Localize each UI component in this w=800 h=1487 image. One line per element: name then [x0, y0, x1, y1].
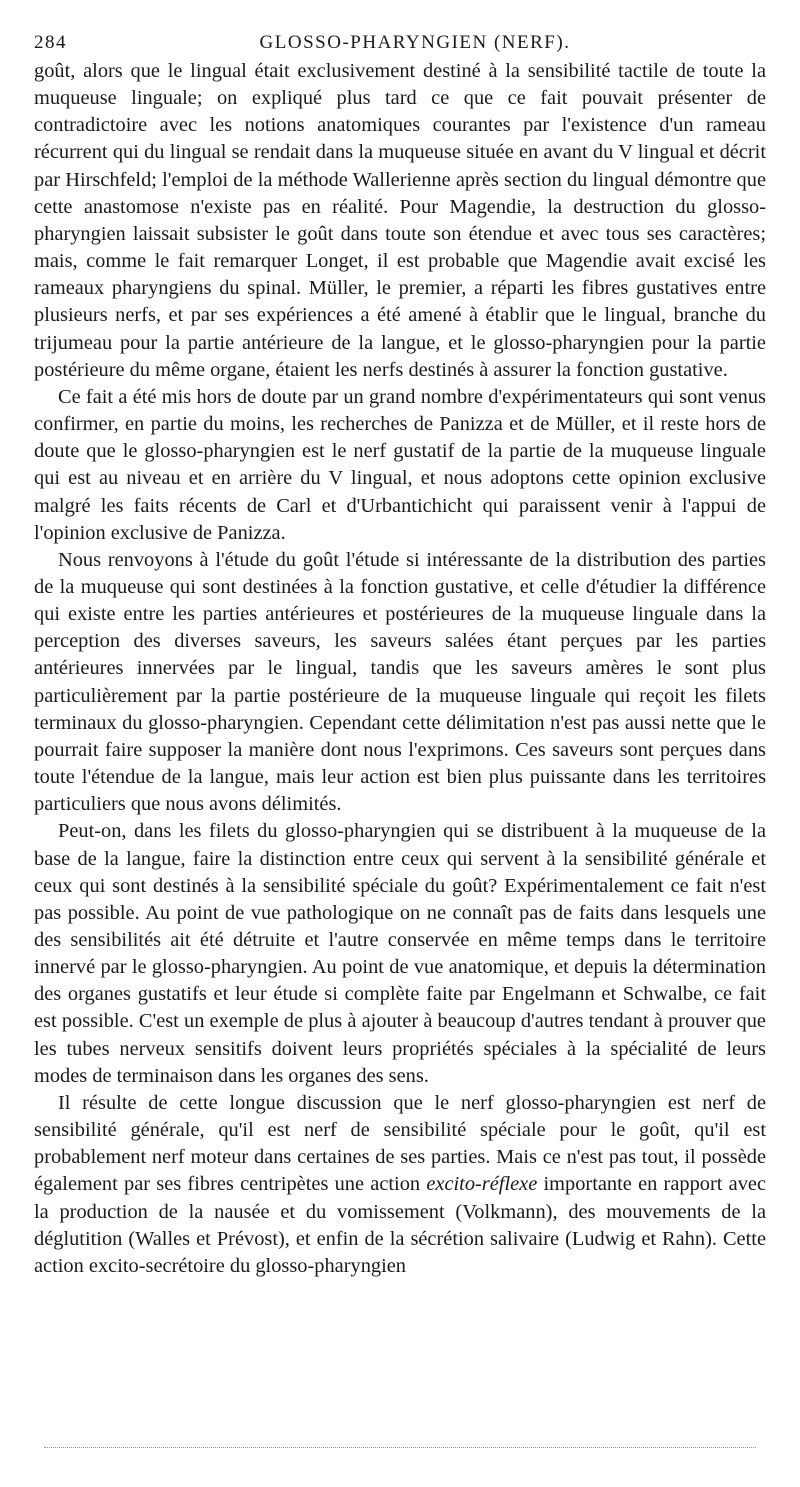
- footer-rule: [44, 1447, 756, 1448]
- paragraph-5-start: Il résulte de cette longue discussion que le nerf glosso-pharyngien est nerf de sensibilité générale, qu'il est nerf de sensibilité spéciale pour le goût, qu'il est probablement nerf moteur dans certaines de ses parties. Mais ce n'est pas tout, il possède également par ses fibres centripètes une action: [34, 1091, 766, 1196]
- book-page: [34, 24, 766, 1280]
- paragraph-5: [34, 1090, 766, 1280]
- italic-term: excito-réflexe: [426, 1173, 538, 1196]
- page-header: [34, 24, 766, 58]
- paragraph-5-end: importante en rapport avec la production de la nausée et du vomissement (Volkmann), des mouvements de la déglutition (Walles et Prévost), et enfin de la sécrétion salivaire (Ludwig et Rahn). Cette action excito-secrétoire du glosso-pharyngien: [34, 1173, 766, 1277]
- running-title: GLOSSO-PHARYNGIEN (NERF).: [259, 32, 571, 53]
- paragraph-3: Nous renvoyons à l'étude du goût l'étude si intéressante de la distribution des parties de la muqueuse qui sont destinées à la fonction gustative, et celle d'étudier la différence qui existe entre les parties antérieures et postérieures de la muqueuse linguale dans la perception des diverses saveurs, les saveurs salées étant perçues par les parties antérieures innervées par le lingual, tandis que les saveurs amères le sont plus particulièrement par la partie postérieure de la muqueuse linguale qui reçoit les filets terminaux du glosso-pharyngien. Cependant cette délimitation n'est pas aussi nette que le pourrait faire supposer la manière dont nous l'exprimons. Ces saveurs sont perçues dans toute l'étendue de la langue, mais leur action est bien plus puissante dans les territoires particuliers que nous avons délimités.: [34, 548, 766, 816]
- paragraph-4: Peut-on, dans les filets du glosso-pharyngien qui se distribuent à la muqueuse de la base de la langue, faire la distinction entre ceux qui servent à la sensibilité générale et ceux qui sont destinés à la sensibilité spéciale du goût? Expérimentalement ce fait n'est pas possible. Au point de vue pathologique on ne connaît pas de faits dans lesquels une des sensibilités ait été détruite et l'autre conservée en même temps dans le territoire innervé par le glosso-pharyngien. Au point de vue anatomique, et depuis la détermination des organes gustatifs et leur étude si complète faite par Engelmann et Schwalbe, ce fait est possible. C'est un exemple de plus à ajouter à beaucoup d'autres tendant à prouver que les tubes nerveux sensitifs doivent leurs propriétés spéciales à la spécialité de leurs modes de terminaison dans les organes des sens.: [34, 820, 766, 1087]
- page-number: 284: [34, 32, 67, 53]
- body-text: [34, 58, 766, 1280]
- paragraph-2: Ce fait a été mis hors de doute par un grand nombre d'expérimentateurs qui sont venus confirmer, en partie du moins, les recherches de Panizza et de Müller, et il reste hors de doute que le glosso-pharyngien est le nerf gustatif de la partie de la muqueuse linguale qui est au niveau et en arrière du V lingual, et nous adoptons cette opinion exclusive malgré les faits récents de Carl et d'Urbantichicht qui paraissent venir à l'appui de l'opinion exclusive de Panizza.: [34, 385, 766, 544]
- paragraph-1: goût, alors que le lingual était exclusivement destiné à la sensibilité tactile de toute la muqueuse linguale; on expliqué plus tard ce que ce fait pouvait présenter de contradictoire avec les notions anatomiques courantes par l'existence d'un rameau récurrent qui du lingual se rendait dans la muqueuse située en avant du V lingual et décrit par Hirschfeld; l'emploi de la méthode Wallerienne après section du lingual démontre que cette anastomose n'existe pas en réalité. Pour Magendie, la destruction du glosso-pharyngien laissait subsister le goût dans toute son étendue et avec tous ses caractères; mais, comme le fait remarquer Longet, il est probable que Magendie avait excisé les rameaux pharyngiens du spinal. Müller, le premier, a réparti les fibres gustatives entre plusieurs nerfs, et par ses expériences a été amené à établir que le lingual, branche du trijumeau pour la partie antérieure de la langue, et le glosso-pharyngien pour la partie postérieure du même organe, étaient les nerfs destinés à assurer la fonction gustative.: [34, 60, 766, 381]
